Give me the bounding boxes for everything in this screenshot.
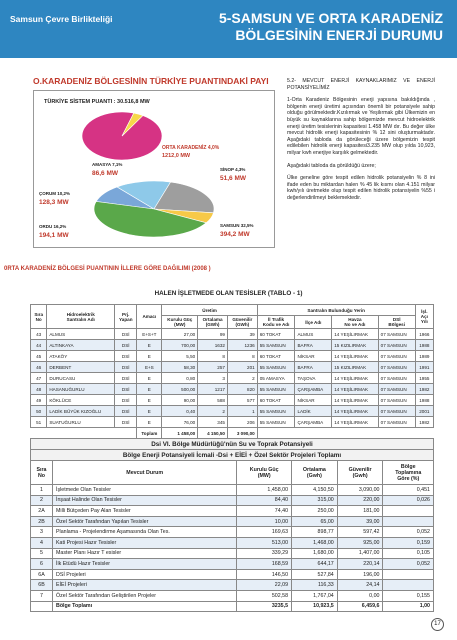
table-cell: İnşaat Halinde Olan Tesisler [53,495,237,506]
table-cell: 597,42 [337,527,383,538]
table-cell: 07 SAMSUN [378,395,415,406]
table-row [31,569,434,580]
table-cell: 58,30 [162,362,198,373]
turkey-pie [82,112,162,160]
table-row [31,590,434,601]
table-cell: HASANUĞURLU [47,384,115,395]
samsun-value: 394,2 MW [220,231,250,238]
table2-title-1: Dsi VI. Bölge Müdürlüğü'nün Su ve Toprak Potansiyeli [31,439,434,450]
table-cell: DSİ [115,373,137,384]
potential-table [30,438,434,612]
corum-value: 128,3 MW [39,199,69,206]
page-number: 17 [431,618,444,631]
table-cell: 201 [227,362,257,373]
side-text-column [287,78,435,208]
province-pie [94,181,214,237]
group-production: Üretim [162,305,257,316]
table-cell: 2 [198,406,228,417]
table-cell: 24,14 [337,580,383,591]
table-cell: 527,84 [292,569,338,580]
table-cell: 3,090,00 [337,485,383,496]
table-row [31,548,434,559]
table-cell: DSİ [115,329,137,340]
table-cell: İşletmede Olan Tesisler [53,485,237,496]
table1-title: HALEN İŞLETMEDE OLAN TESİSLER (TABLO - 1) [154,290,303,297]
table-cell: ÇARŞAMBA [295,417,332,428]
table-row [31,406,434,417]
table-cell: E [137,340,162,351]
table-row [31,329,434,340]
table-cell: 65,00 [292,516,338,527]
table-cell: DSİ [115,340,137,351]
table-cell [383,516,434,527]
table-cell: 51 [31,417,47,428]
table-cell: 6B [31,580,53,591]
chart-frame [33,90,275,248]
table-cell: 55 SAMSUN [257,340,295,351]
table-cell: 502,58 [237,590,292,601]
table-cell: ALMUS [47,329,115,340]
table-cell: 1 [31,485,53,496]
table-cell: 60 TOKAT [257,351,295,362]
total-ratio: 1,00 [383,601,434,612]
table-cell: 0,052 [383,559,434,570]
table-cell: 1217 [198,384,228,395]
table-cell: 15 KIZILIRMAK [332,362,378,373]
table-cell: 345 [198,417,228,428]
table-row [31,373,434,384]
table-cell: 1982 [415,417,433,428]
table-cell: 84,40 [237,495,292,506]
table-cell: 169,63 [237,527,292,538]
table-row [31,527,434,538]
table-cell: ATAKÖY [47,351,115,362]
table-cell: 3 [31,527,53,538]
table-cell: 1991 [415,362,433,373]
table-cell: 2 [31,495,53,506]
table-cell: Kati Projesi Hazır Tesisler [53,537,237,548]
sinop-value: 51,6 MW [220,175,247,182]
table-cell: 1632 [198,340,228,351]
table-row [31,580,434,591]
table-cell: Master Planı Hazır T esisler [53,548,237,559]
table-cell: DSİ [115,406,137,417]
table-cell: 0,155 [383,590,434,601]
table-cell: 0,00 [337,590,383,601]
table-cell: SUATUĞURLU [47,417,115,428]
table-cell: 1982 [415,384,433,395]
table-cell: 46 [31,362,47,373]
plants-table [30,304,434,439]
table-cell: 0,026 [383,495,434,506]
table-cell: 6 [31,559,53,570]
table-row [31,362,434,373]
table-cell: 0,105 [383,548,434,559]
table-cell: DURUCASU [47,373,115,384]
table-cell: 1,468,00 [292,537,338,548]
table-cell: 14 YEŞİLIRMAK [332,395,378,406]
pie-chart [34,91,274,247]
table-cell: 220,00 [337,495,383,506]
table-row [31,384,434,395]
table-cell: 14 YEŞİLIRMAK [332,417,378,428]
table-cell: 39,00 [337,516,383,527]
table-cell: 4,150,50 [292,485,338,496]
table-cell: 44 [31,340,47,351]
table-cell: 14 YEŞİLIRMAK [332,329,378,340]
table-cell: 07 SAMSUN [378,373,415,384]
table-cell: Planlama - Projelendirme Aşamasında Olan Tes. [53,527,237,538]
table-row [31,559,434,570]
ordu-label: ORDU 16,2% [39,224,67,229]
table-row [31,395,434,406]
table-cell: 898,77 [292,527,338,538]
col-year: İşl. Açı Yılı [415,305,433,329]
table-cell: 1988 [415,340,433,351]
table-cell: 181,00 [337,506,383,517]
system-label: TÜRKİYE SİSTEM PUANTI : 30.516,8 MW [44,99,150,105]
sinop-label: SİNOP 4,3% [220,167,246,172]
table-cell: DERBENT [47,362,115,373]
region-share-label: ORTA KARADENİZ 4,0% [162,145,220,151]
page-title [183,10,443,44]
table-cell: 07 SAMSUN [378,340,415,351]
page-header [0,0,457,58]
table-cell: BAFRA [295,362,332,373]
table-cell: 60 TOKAT [257,329,295,340]
table-row [31,485,434,496]
col-sira: Sıra No [31,305,47,329]
table-cell: LADİK BÜYÜK KIZOĞLU [47,406,115,417]
table-cell: 1989 [415,351,433,362]
table-cell: 07 SAMSUN [378,351,415,362]
table-cell: 48 [31,384,47,395]
table-cell: ÇARŞAMBA [295,384,332,395]
table-cell: 74,40 [237,506,292,517]
table2-title-2: Bölge Enerji Potansiyeli İcmali -Dsi + EİEİ + Özel Sektör Projeleri Toplamı [31,450,434,461]
table-cell: 0,159 [383,537,434,548]
table-cell: 168,59 [237,559,292,570]
chart-title: O.KARADENİZ BÖLGESİNİN TÜRKİYE PUANTINDAKİ PAYI [33,76,269,86]
table-cell: 0,052 [383,527,434,538]
col-district: İlçe Adı [295,316,332,329]
total-reliable: 3 090,00 [227,428,257,439]
table-cell: E [137,406,162,417]
table-cell: 22,09 [237,580,292,591]
table-cell: 2B [31,516,53,527]
table-cell: 55 SAMSUN [257,417,295,428]
samsun-label: SAMSUN 32,5% [220,223,254,228]
table-cell: 925,00 [337,537,383,548]
table-cell: 588 [198,395,228,406]
col-reliable: Güvenilir (GWh) [227,316,257,329]
col-reliable: Güvenilir (Gwh) [337,461,383,485]
table-cell: 15 KIZILIRMAK [332,340,378,351]
table-cell: ALTINKAYA [47,340,115,351]
table-cell: 577 [227,395,257,406]
total-reliable: 6,459,6 [337,601,383,612]
table-cell: E [137,395,162,406]
table-cell: 250,00 [292,506,338,517]
table-cell: 196,00 [337,569,383,580]
table-cell: DSİ Projeleri [53,569,237,580]
region-value-label: 1212,0 MW [162,153,191,159]
table-cell: 2A [31,506,53,517]
table-cell: E [137,351,162,362]
pie-chart-section [33,68,275,254]
total-label: Toplam [137,428,162,439]
table-cell: 1,767,04 [292,590,338,601]
side-paragraph-1: 1-Orta Karadeniz Bölgesinin enerji yapısına bakıldığında , bölgenin enerji üretimi açısından önemli bir potansiyele sahip olduğu görülmektedir.Kızılırmak ve Yeşilırmak gibi Ülkemizin en büyük su kaynaklarına sahip bölgemizde mevcut hidroelektrik enerji üretim tesislerinin kapasitesi 1.458 MW dır. Bu değer ülke mevcut hidrolik enerji kapasitesinin % 12 sini oluşturmaktadır. Aşağıdaki tabloda da görüleceği üzere bölgemizin tespit edilebilen hidrolik enerji kapasitesi3.235 MW olup yılda 10,923, milyar kwh enerjiye karşılık gelmektedir. [287,97,435,156]
table-cell: 2 [227,373,257,384]
table-cell: 14 YEŞİLIRMAK [332,351,378,362]
col-capacity: Kurulu Güç (MW) [162,316,198,329]
table-cell: 116,33 [292,580,338,591]
table-cell: 6A [31,569,53,580]
table-cell: NİKSAR [295,395,332,406]
table-cell: 1,680,00 [292,548,338,559]
table-cell: 257 [198,362,228,373]
table-cell: 206 [227,417,257,428]
table-cell: 3 [198,373,228,384]
total-capacity: 3235,5 [237,601,292,612]
table-cell [383,506,434,517]
table-cell: Milli Bütçeden Pay Alan Tesisler [53,506,237,517]
amasya-label: AMASYA 7,1% [92,162,123,167]
table-cell: NİKSAR [295,351,332,362]
col-ratio: Bölge Toplamına Göre (%) [383,461,434,485]
table-cell: 55 SAMSUN [257,362,295,373]
table-cell: 55 SAMSUN [257,384,295,395]
table-cell: LADİK [295,406,332,417]
table-cell: BAFRA [295,340,332,351]
total-label: Bölge Toplamı [53,601,237,612]
title-line-2: BÖLGESİNİN ENERJİ DURUMU [235,27,443,43]
table-cell: Özel Sektör Tarafından Geliştirilen Projeler [53,590,237,601]
table-cell: 1966 [415,329,433,340]
table-cell: DSİ [115,351,137,362]
table-cell: 0,40 [162,406,198,417]
table-cell: 513,00 [237,537,292,548]
table-cell: KÖKLÜCE [47,395,115,406]
col-status: Mevcut Durum [53,461,237,485]
table-row [31,516,434,527]
table-row [31,495,434,506]
table-cell: 14 YEŞİLIRMAK [332,384,378,395]
table-cell: 1,458,00 [237,485,292,496]
table-cell: 45 [31,351,47,362]
title-line-1: 5-SAMSUN VE ORTA KARADENİZ [218,10,443,26]
table-cell: 1,407,00 [337,548,383,559]
table-cell: 315,00 [292,495,338,506]
col-province: İl Trafik Kodu ve Adı [257,316,295,329]
table-cell: 07 SAMSUN [378,417,415,428]
table-cell: 644,17 [292,559,338,570]
table-cell: 90,00 [162,395,198,406]
table-cell: EİEİ Projeleri [53,580,237,591]
col-sira: Sıra No [31,461,53,485]
table-cell: 27,00 [162,329,198,340]
table-cell: E [137,417,162,428]
col-purpose: Amacı [137,305,162,329]
table-cell: 820 [227,384,257,395]
table-cell: İlk Etüdü Hazır Tesisler [53,559,237,570]
table-cell: 14 YEŞİLIRMAK [332,373,378,384]
table-row [31,351,434,362]
col-basin: Havza No ve Adı [332,316,378,329]
total-average: 10,923,5 [292,601,338,612]
table-cell: 5,50 [162,351,198,362]
table-cell: 500,00 [162,384,198,395]
table-row [31,340,434,351]
table-cell: 7 [31,590,53,601]
table-cell: 1988 [415,395,433,406]
table-cell: 07 SAMSUN [378,362,415,373]
table-cell: 146,50 [237,569,292,580]
table-row [31,537,434,548]
table-cell [383,569,434,580]
col-builder: Prj. Yapan [115,305,137,329]
table-cell: 50 [31,406,47,417]
table-cell: 14 YEŞİLIRMAK [332,406,378,417]
table-cell: 07 SAMSUN [378,406,415,417]
col-capacity: Kurulu Güç (MW) [237,461,292,485]
table-cell: E+S+T [137,329,162,340]
corum-label: ÇORUM 10,2% [39,191,71,196]
table-cell: DSİ [115,395,137,406]
side-paragraph-2: Aşağıdaki tabloda da görüldüğü üzere; [287,162,376,169]
table-cell: E [137,373,162,384]
table-cell: 43 [31,329,47,340]
table-cell: 4 [31,537,53,548]
table-cell: 220,14 [337,559,383,570]
side-heading: 5.2- MEVCUT ENERJİ KAYNAKLARIMIZ VE ENERJİ POTANSİYELİMİZ [287,78,435,91]
table-cell: 1236 [227,340,257,351]
table-cell: 76,00 [162,417,198,428]
brand-label: Samsun Çevre Birlikteliği [10,14,113,24]
table2-total-row [31,601,434,612]
total-capacity: 1 458,00 [162,428,198,439]
table-row [31,506,434,517]
table-cell: DSİ [115,384,137,395]
table-cell: 55 SAMSUN [257,406,295,417]
col-average: Ortalama (GWh) [198,316,228,329]
table-cell: 07 SAMSUN [378,384,415,395]
table-cell: 07 SAMSUN [378,329,415,340]
col-dsi-region: DSİ Bölgesi [378,316,415,329]
table-cell: 8 [227,351,257,362]
table-cell: TAŞOVA [295,373,332,384]
table-cell: 05 AMASYA [257,373,295,384]
table-cell: 39 [227,329,257,340]
table-cell: 49 [31,395,47,406]
ordu-value: 194,1 MW [39,232,69,239]
table-cell: 60 TOKAT [257,395,295,406]
col-plant-name: Hidroelektrik Santralın Adı [47,305,115,329]
table-cell: 339,29 [237,548,292,559]
table-row [31,417,434,428]
col-average: Ortalama (Gwh) [292,461,338,485]
table-cell: 2001 [415,406,433,417]
table-cell: DSİ [115,362,137,373]
table-cell: 8 [198,351,228,362]
chart-caption: 0RTA KARADENİZ BÖLGESİ PUANTININ İLLERE GÖRE DAĞILIMI (2008 ) [4,266,211,272]
table-cell: ALMUS [295,329,332,340]
table-cell: 10,00 [237,516,292,527]
group-location: Santralın Bulunduğu Yerin [257,305,415,316]
table-cell: 1 [227,406,257,417]
total-average: 4 150,50 [198,428,228,439]
table-cell: 1955 [415,373,433,384]
table-cell: 47 [31,373,47,384]
table-cell: 0,80 [162,373,198,384]
table-cell: DSİ [115,417,137,428]
table-cell: 0,451 [383,485,434,496]
amasya-value: 86,6 MW [92,170,119,177]
table-cell: 99 [198,329,228,340]
table-cell: E+S [137,362,162,373]
table-cell: 700,00 [162,340,198,351]
table-cell: Özel Sektör Tarafından Yapılan Tesisler [53,516,237,527]
table-cell: E [137,384,162,395]
table1-total-row [31,428,434,439]
side-paragraph-3: Ülke geneline göre tespit edilen hidrolik potansiyelin % 8 ini ifade eden bu miktardan halen % 45 lik kısmı olan 4.151 milyar kwh/yılı üretmekte olup tespit edilen hidrolik potansiyelin %55 i değerlendirilmeyi beklemektedir. [287,175,435,201]
table-cell: 5 [31,548,53,559]
table-cell [383,580,434,591]
